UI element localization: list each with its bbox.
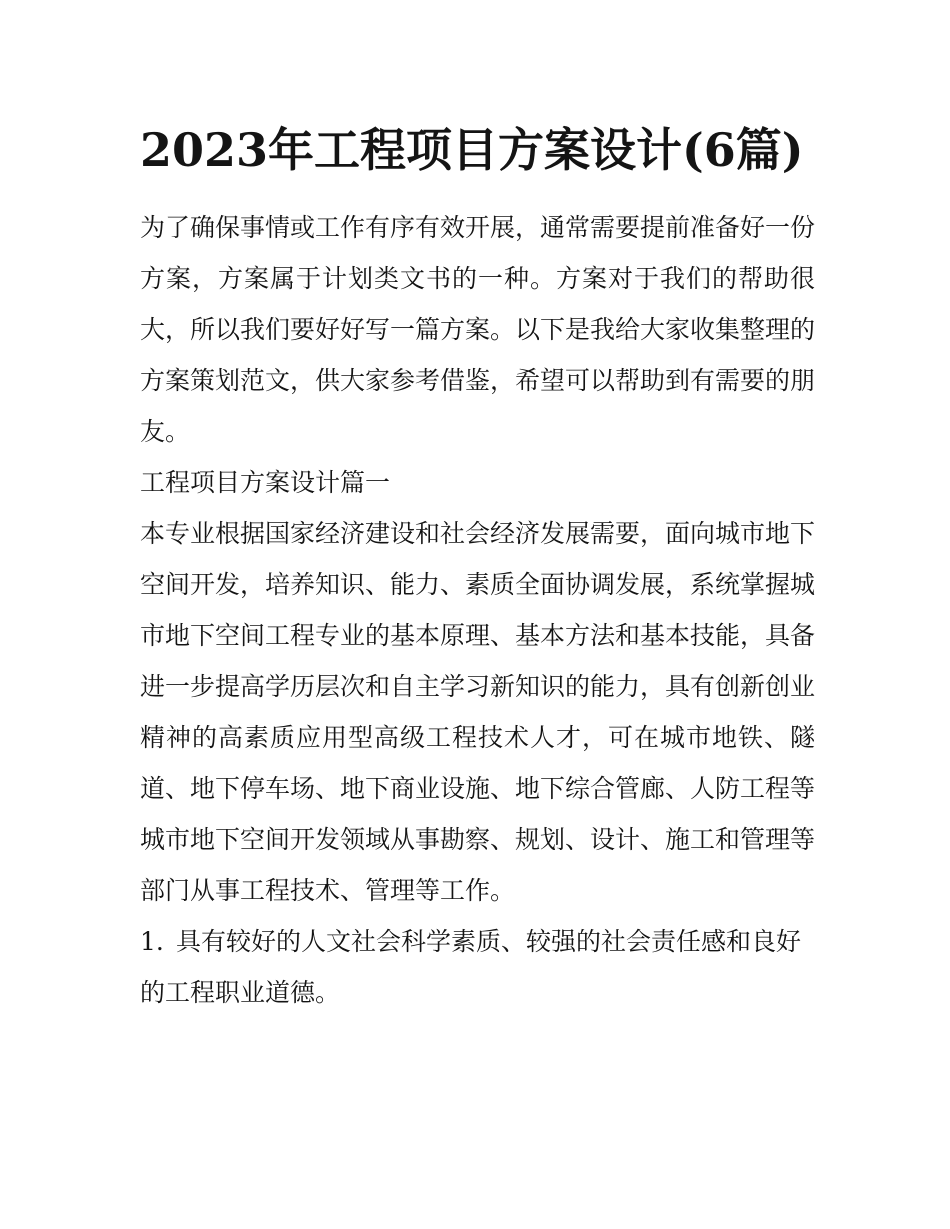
list-item-text: 具有较好的人文社会科学素质、较强的社会责任感和良好的工程职业道德。	[140, 927, 802, 1007]
list-item-number: 1.	[140, 927, 164, 956]
document-page	[140, 118, 815, 1018]
section-heading: 工程项目方案设计篇一	[140, 468, 391, 497]
intro-paragraph: 为了确保事情或工作有序有效开展，通常需要提前准备好一份方案，方案属于计划类文书的一种。方案对于我们的帮助很大，所以我们要好好写一篇方案。以下是我给大家收集整理的方案策划范文，供大家参考借鉴，希望可以帮助到有需要的朋友。	[140, 213, 816, 446]
document-title: 2023年工程项目方案设计(6篇)	[140, 123, 804, 177]
list-item	[140, 916, 815, 1018]
body-paragraph: 本专业根据国家经济建设和社会经济发展需要，面向城市地下空间开发，培养知识、能力、素质全面协调发展，系统掌握城市地下空间工程专业的基本原理、基本方法和基本技能，具备进一步提高学历层次和自主学习新知识的能力，具有创新创业精神的高素质应用型高级工程技术人才，可在城市地铁、隧道、地下停车场、地下商业设施、地下综合管廊、人防工程等城市地下空间开发领域从事勘察、规划、设计、施工和管理等部门从事工程技术、管理等工作。	[140, 519, 816, 905]
